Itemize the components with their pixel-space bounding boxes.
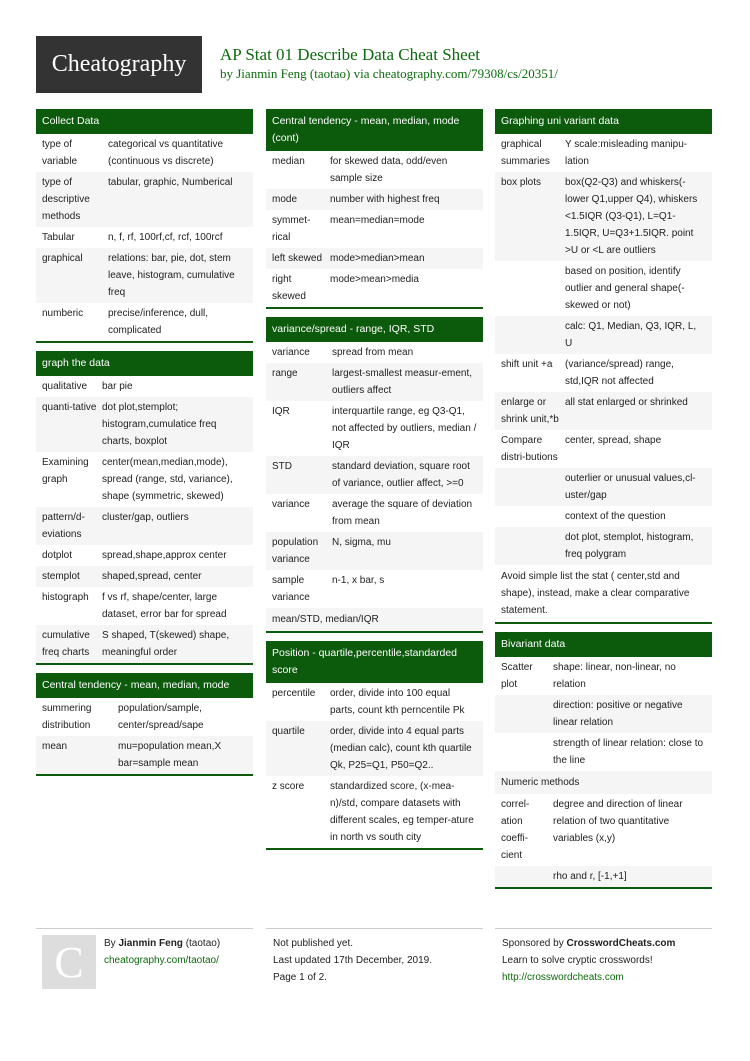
row-value: for skewed data, odd/even sample size (330, 156, 448, 184)
row-value: context of the question (565, 511, 666, 522)
table-row (495, 316, 712, 354)
row-key: qualitative (42, 381, 88, 392)
row-value: mode>median>mean (330, 253, 425, 264)
table-row (266, 776, 483, 848)
cheatography-logo[interactable]: Cheatography (36, 36, 202, 93)
row-value: box(Q2-Q3) and whiskers(-lower Q1,upper Q4), whiskers <1.5IQR (Q3-Q1), L=Q1-1.5IQR, U=Q3+1.5IQR. point >U or <L are outliers (565, 177, 698, 256)
table-row (495, 794, 712, 866)
row-key: graphical (42, 253, 83, 264)
page-subtitle[interactable]: by Jianmin Feng (taotao) via cheatography.com/79308/cs/20351/ (220, 66, 558, 81)
author-avatar: C (42, 935, 96, 989)
section-box (495, 109, 712, 624)
section-header: Collect Data (36, 109, 253, 134)
row-key: type of variable (42, 139, 78, 167)
row-value: direction: positive or negative linear relation (553, 700, 683, 728)
row-key: sample variance (272, 575, 310, 603)
row-key: numberic (42, 308, 84, 319)
section-box (36, 673, 253, 776)
table-row (36, 698, 253, 736)
table-row (36, 227, 253, 248)
row-value: all stat enlarged or shrinked (565, 397, 688, 408)
table-row (495, 866, 712, 887)
table-row (266, 342, 483, 363)
row-value: number with highest freq (330, 194, 440, 205)
row-key (501, 697, 553, 731)
table-row (36, 134, 253, 172)
row-value: shaped,spread, center (102, 571, 202, 582)
row-key: histograph (42, 592, 89, 603)
table-row (266, 189, 483, 210)
section-box (36, 109, 253, 343)
footer-sponsor (495, 928, 712, 998)
row-key: variance (272, 347, 310, 358)
row-value: center(mean,median,mode), spread (range, std, variance), shape (symmetric, skewed) (102, 457, 233, 502)
row-key: Scatter plot (501, 662, 533, 690)
section-header: graph the data (36, 351, 253, 376)
row-key: mode (272, 194, 298, 205)
column-3 (495, 109, 712, 897)
table-row (266, 363, 483, 401)
table-row (495, 733, 712, 771)
row-key (501, 508, 565, 525)
footer-sponsor-name: CrosswordCheats.com (566, 938, 676, 949)
row-value: calc: Q1, Median, Q3, IQR, L, U (565, 321, 697, 349)
table-row (36, 545, 253, 566)
row-value: strength of linear relation: close to the line (553, 738, 704, 766)
row-value: n-1, x bar, s (332, 575, 385, 586)
table-row (495, 430, 712, 468)
row-value: mean=median=mode (330, 215, 425, 226)
row-key: correl-ation coeffi-cient (501, 799, 530, 861)
row-value: f vs rf, shape/center, large dataset, error bar for spread (102, 592, 227, 620)
table-row (495, 468, 712, 506)
row-key: STD (272, 461, 292, 472)
section-note: mean/STD, median/IQR (266, 608, 483, 631)
table-row (266, 401, 483, 456)
row-key: variance (272, 499, 310, 510)
row-value: bar pie (102, 381, 133, 392)
row-key: graphical summaries (501, 139, 550, 167)
table-row (266, 532, 483, 570)
row-value: dot plot,stemplot; histogram,cumulatice freq charts, boxplot (102, 402, 217, 447)
table-row (495, 134, 712, 172)
table-row (36, 625, 253, 663)
footer-meta (266, 928, 483, 998)
row-value: standard deviation, square root of variance, outlier affect, >=0 (332, 461, 470, 489)
row-key: dotplot (42, 550, 73, 561)
row-key (501, 868, 553, 885)
table-row (36, 566, 253, 587)
row-key: shift unit +a (501, 359, 553, 370)
row-key: IQR (272, 406, 290, 417)
row-key: box plots (501, 177, 542, 188)
section-header: Position - quartile,percentile,standarded score (266, 641, 483, 683)
table-row (36, 587, 253, 625)
row-value: standardized score, (x-mea-n)/std, compare datasets with different scales, eg temper-ature in north vs south city (330, 781, 474, 843)
table-row (266, 248, 483, 269)
section-box (266, 317, 483, 633)
row-key: summering distribution (42, 703, 92, 731)
row-value: (variance/spread) range, std,IQR not affected (565, 359, 674, 387)
table-row (36, 397, 253, 452)
section-box (495, 632, 712, 889)
footer-author (36, 928, 253, 998)
row-key: stemplot (42, 571, 80, 582)
table-row (266, 151, 483, 189)
table-row (495, 261, 712, 316)
row-value: N, sigma, mu (332, 537, 391, 548)
row-value: spread,shape,approx center (102, 550, 227, 561)
section-box (36, 351, 253, 665)
row-key: cumulative freq charts (42, 630, 90, 658)
footer-published: Not published yet. (273, 938, 354, 949)
footer-updated: Last updated 17th December, 2019. (273, 955, 433, 966)
row-value: center, spread, shape (565, 435, 662, 446)
row-key: population variance (272, 537, 319, 565)
table-row (36, 248, 253, 303)
footer-sponsor-link[interactable]: http://crosswordcheats.com (502, 972, 624, 983)
row-value: categorical vs quantitative (continuous vs discrete) (108, 139, 224, 167)
table-row (495, 695, 712, 733)
section-header: variance/spread - range, IQR, STD (266, 317, 483, 342)
row-value: based on position, identify outlier and general shape(-skewed or not) (565, 266, 685, 311)
row-key: mean (42, 741, 68, 752)
row-value: dot plot, stemplot, histogram, freq polygram (565, 532, 694, 560)
row-key: percentile (272, 688, 316, 699)
row-key: median (272, 156, 305, 167)
row-key: range (272, 368, 298, 379)
section-box (266, 109, 483, 309)
table-row (36, 736, 253, 774)
row-value: n, f, rf, 100rf,cf, rcf, 100rcf (108, 232, 223, 243)
row-value: mu=population mean,X bar=sample mean (118, 741, 222, 769)
table-row (266, 456, 483, 494)
table-row (495, 657, 712, 695)
row-key: quanti-tative (42, 402, 97, 413)
row-key: pattern/d-eviations (42, 512, 85, 540)
row-value: interquartile range, eg Q3-Q1, not affected by outliers, median / IQR (332, 406, 477, 451)
footer-author-name: Jianmin Feng (118, 938, 183, 949)
row-value: cluster/gap, outliers (102, 512, 189, 523)
row-key: type of descriptive methods (42, 177, 90, 222)
row-value: largest-smallest measur-ement, outliers affect (332, 368, 473, 396)
table-row (36, 507, 253, 545)
table-row (495, 172, 712, 261)
row-value: population/sample, center/spread/sape (118, 703, 204, 731)
footer-by: By (104, 938, 116, 949)
row-key (501, 318, 565, 352)
table-row (495, 527, 712, 565)
table-row (266, 269, 483, 307)
table-row (495, 506, 712, 527)
row-key: left skewed (272, 253, 323, 264)
row-value: shape: linear, non-linear, no relation (553, 662, 676, 690)
row-value: rho and r, [-1,+1] (553, 871, 627, 882)
row-value: spread from mean (332, 347, 414, 358)
row-value: relations: bar, pie, dot, stem leave, histogram, cumulative freq (108, 253, 235, 298)
section-note: Avoid simple list the stat ( center,std and shape), instead, make a clear comparative statement. (501, 571, 690, 616)
footer-author-link[interactable]: cheatography.com/taotao/ (104, 955, 219, 966)
table-row (495, 354, 712, 392)
table-row (495, 392, 712, 430)
footer-handle: (taotao) (185, 938, 221, 949)
row-key: Tabular (42, 232, 75, 243)
footer-page: Page 1 of 2. (273, 972, 327, 983)
row-value: S shaped, T(skewed) shape, meaningful order (102, 630, 230, 658)
section-note: Numeric methods (495, 771, 712, 794)
table-row (36, 376, 253, 397)
section-header: Central tendency - mean, median, mode (cont) (266, 109, 483, 151)
table-row (266, 721, 483, 776)
table-row (266, 494, 483, 532)
row-key: symmet-rical (272, 215, 311, 243)
row-key: enlarge or shrink unit,*b (501, 397, 559, 425)
row-value: outerlier or unusual values,cl-uster/gap (565, 473, 696, 501)
row-key: quartile (272, 726, 305, 737)
table-row (36, 172, 253, 227)
table-row (36, 452, 253, 507)
footer-sponsor-label: Sponsored by (502, 938, 564, 949)
section-header: Bivariant data (495, 632, 712, 657)
row-key: right skewed (272, 274, 306, 302)
table-row (266, 683, 483, 721)
row-key (501, 529, 565, 563)
section-header: Graphing uni variant data (495, 109, 712, 134)
row-value: order, divide into 100 equal parts, count kth perncentile Pk (330, 688, 465, 716)
table-row (36, 303, 253, 341)
row-value: precise/inference, dull, complicated (108, 308, 209, 336)
row-value: order, divide into 4 equal parts (median calc), count kth quartile Qk, P25=Q1, P50=Q2.. (330, 726, 472, 771)
row-value: mode>mean>media (330, 274, 419, 285)
section-box (266, 641, 483, 850)
section-header: Central tendency - mean, median, mode (36, 673, 253, 698)
column-2 (266, 109, 483, 858)
row-key (501, 470, 565, 504)
row-key (501, 263, 565, 314)
footer-sponsor-text: Learn to solve cryptic crosswords! (502, 955, 653, 966)
row-key: z score (272, 781, 305, 792)
row-value: tabular, graphic, Numberical (108, 177, 233, 188)
row-value: Y scale:misleading manipu-lation (565, 139, 688, 167)
row-value: degree and direction of linear relation of two quantitative variables (x,y) (553, 799, 683, 844)
table-row (266, 210, 483, 248)
row-value: average the square of deviation from mean (332, 499, 473, 527)
page-title: AP Stat 01 Describe Data Cheat Sheet (220, 45, 480, 64)
row-key (501, 735, 553, 769)
column-1 (36, 109, 253, 784)
row-key: Compare distri-butions (501, 435, 558, 463)
row-key: Examining graph (42, 457, 89, 485)
table-row (266, 570, 483, 608)
